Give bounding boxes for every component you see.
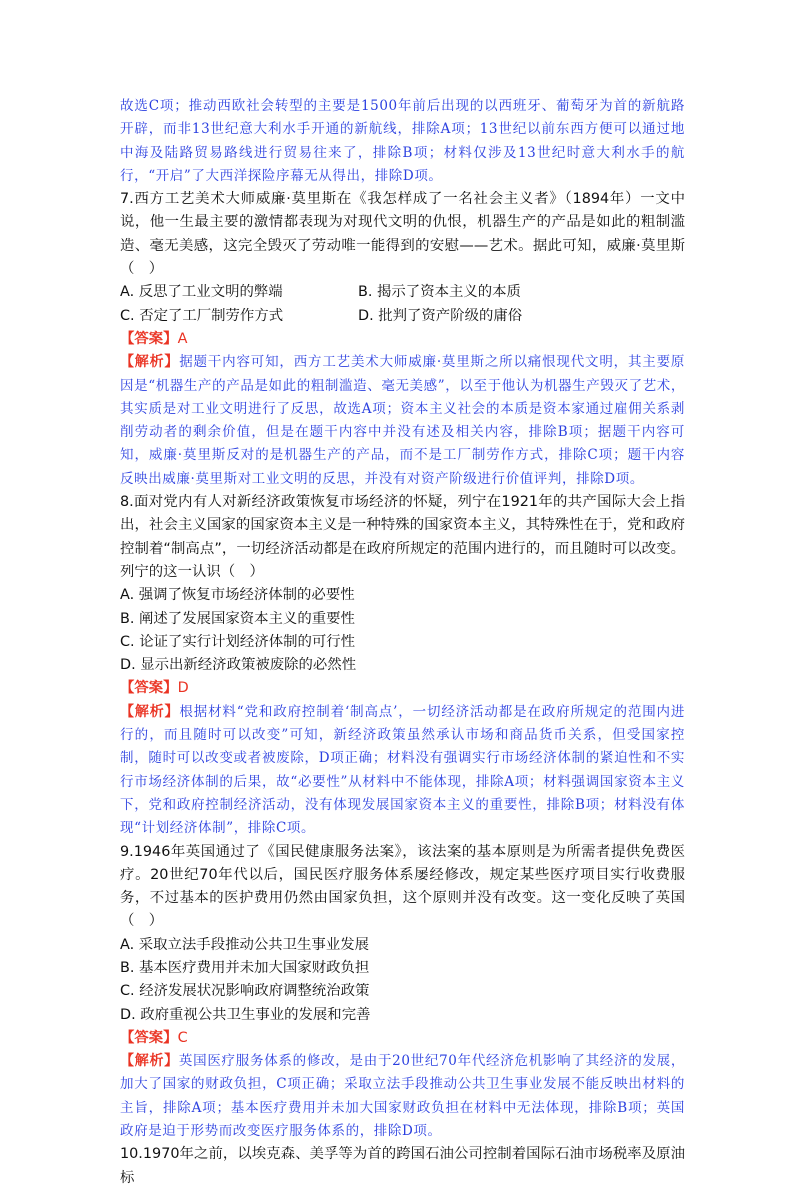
analysis-text: 根据材料“党和政府控制着‘制高点’，一切经济活动都是在政府所规定的范围内进行的，而且随时可以改变”可知，新经济政策虽然承认市场和商品货币关系，但受国家控制，随时可以改变或者被废除，D项正确；材料没有强调实行市场经济体制的紧迫性和不实行市场经济体制的后果，故“必要性”从材料中不能体现，排除A项；材料强调国家资本主义下，党和政府控制经济活动，没有体现发展国家资本主义的重要性，排除B项；材料没有体现“计划经济体制”，排除C项。	[120, 703, 685, 837]
question-9-option-b: B. 基本医疗费用并未加大国家财政负担	[120, 959, 370, 976]
analysis-text: 据题干内容可知，西方工艺美术大师威廉·莫里斯之所以痛恨现代文明，其主要原因是“机器生产的产品是如此的粗制滥造、毫无美感”，以至于他认为机器生产毁灭了艺术，其实质是对工业文明进行了反思，故选A项；资本主义社会的本质是资本家通过雇佣关系剥削劳动者的剩余价值，但是在题干内容中并没有述及相关内容，排除B项；据题干内容可知，威廉·莫里斯反对的是机器生产的产品，而不是工厂制劳作方式，排除C项；题干内容反映出威廉·莫里斯对工业文明的反思，并没有对资产阶级进行价值评判，排除D项。	[120, 354, 686, 487]
answer-value: C	[177, 1029, 188, 1046]
previous-question-analysis: 故选C项；推动西欧社会转型的主要是1500年前后出现的以西班牙、葡萄牙为首的新航路开辟，而非13世纪意大利水手开通的新航线，排除A项；13世纪以前东西方便可以通过地中海及陆路贸易路线进行贸易往来了，排除B项；材料仅涉及13世纪时意大利水手的航行，“开启”了大西洋探险序幕无从得出，排除D项。	[120, 98, 685, 184]
question-9-stem: 9.1946年英国通过了《国民健康服务法案》，该法案的基本原则是为所需者提供免费医疗。20世纪70年代以后，国民医疗服务体系屡经修改，规定某些医疗项目实行收费服务，不过基本的医护费用仍然由国家负担，这个原则并没有改变。这一变化反映了英国（ ）	[120, 843, 685, 930]
answer-value: D	[177, 680, 189, 697]
question-7-option-b: B. 揭示了资本主义的本质	[358, 284, 521, 301]
analysis-tag: 【解析】	[120, 354, 180, 371]
answer-value: A	[177, 330, 188, 347]
question-9-option-a: A. 采取立法手段推动公共卫生事业发展	[120, 936, 369, 953]
analysis-tag: 【解析】	[120, 703, 180, 720]
question-9-option-c: C. 经济发展状况影响政府调整统治政策	[120, 983, 370, 1000]
question-7-analysis	[120, 351, 685, 491]
question-7-option-d: D. 批判了资产阶级的庸俗	[358, 307, 523, 324]
question-9-analysis	[120, 1050, 685, 1143]
question-9-option-d: D. 政府重视公共卫生事业的发展和完善	[120, 1006, 371, 1023]
analysis-text: 英国医疗服务体系的修改，是由于20世纪70年代经济危机影响了其经济的发展，加大了国家的财政负担，C项正确；采取立法手段推动公共卫生事业发展不能反映出材料的主旨，排除A项；基本医疗费用并未加大国家财政负担在材料中无法体现，排除B项；英国政府是迫于形势而改变医疗服务体系的，排除D项。	[120, 1053, 686, 1140]
question-9-answer	[120, 1027, 685, 1050]
document-body	[120, 95, 685, 1190]
question-7-stem: 7.西方工艺美术大师威廉·莫里斯在《我怎样成了一名社会主义者》（1894年）一文中说，他一生最主要的激情都表现为对现代文明的仇恨，机器生产的产品是如此的粗制滥造、毫无美感，这完全毁灭了劳动唯一能得到的安慰——艺术。据此可知，威廉·莫里斯（ ）	[120, 191, 685, 278]
question-8-option-c: C. 论证了实行计划经济体制的可行性	[120, 633, 356, 650]
question-7-answer	[120, 328, 685, 351]
question-8-option-d: D. 显示出新经济政策被废除的必然性	[120, 657, 357, 674]
question-8-option-b: B. 阐述了发展国家资本主义的重要性	[120, 610, 355, 627]
question-7-option-a: A. 反思了工业文明的弊端	[120, 284, 283, 301]
analysis-tag: 【解析】	[120, 1053, 179, 1070]
answer-tag: 【答案】	[120, 330, 178, 347]
question-8-option-a: A. 强调了恢复市场经济体制的必要性	[120, 587, 355, 604]
answer-tag: 【答案】	[120, 680, 178, 697]
question-7-options	[120, 281, 685, 328]
question-7-option-c: C. 否定了工厂制劳作方式	[120, 307, 284, 324]
question-8-answer	[120, 677, 685, 700]
question-10-stem: 10.1970年之前，以埃克森、美孚等为首的跨国石油公司控制着国际石油市场税率及原油标	[120, 1146, 685, 1186]
question-8-analysis	[120, 701, 685, 841]
answer-tag: 【答案】	[120, 1029, 178, 1046]
question-8-stem: 8.面对党内有人对新经济政策恢复市场经济的怀疑，列宁在1921年的共产国际大会上指出，社会主义国家的国家资本主义是一种特殊的国家资本主义，其特殊性在于，党和政府控制着“制高点”，一切经济活动都是在政府所规定的范围内进行的，而且随时可以改变。列宁的这一认识（ ）	[120, 494, 685, 580]
